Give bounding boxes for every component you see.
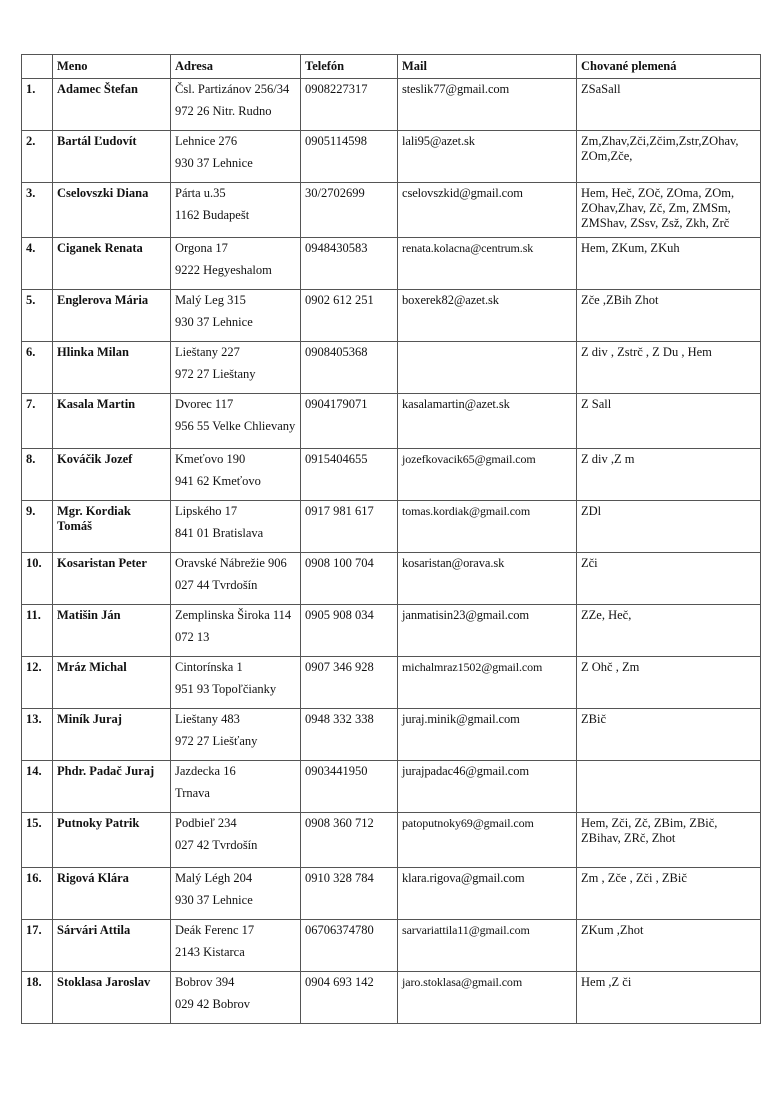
member-name: Miník Juraj (53, 709, 171, 761)
row-number: 8. (22, 449, 53, 501)
member-name: Rigová Klára (53, 868, 171, 920)
member-name: Englerova Mária (53, 290, 171, 342)
member-email: sarvariattila11@gmail.com (398, 920, 577, 972)
member-address (171, 709, 301, 761)
member-breeds: ZZe, Heč, (577, 605, 761, 657)
member-address (171, 342, 301, 394)
member-name: Adamec Štefan (53, 79, 171, 131)
header-row (22, 55, 761, 79)
member-name: Cselovszki Diana (53, 183, 171, 238)
member-phone: 0904 693 142 (301, 972, 398, 1024)
member-address (171, 813, 301, 868)
member-phone: 0905 908 034 (301, 605, 398, 657)
member-email: renata.kolacna@centrum.sk (398, 238, 577, 290)
member-email (398, 342, 577, 394)
member-email: juraj.minik@gmail.com (398, 709, 577, 761)
address-street: Lipského 17 (175, 504, 238, 518)
address-city: 930 37 Lehnice (175, 893, 253, 907)
member-breeds: Zm,Zhav,Zči,Zčim,Zstr,ZOhav, ZOm,Zče, (577, 131, 761, 183)
member-phone: 0910 328 784 (301, 868, 398, 920)
member-phone: 0915404655 (301, 449, 398, 501)
member-address (171, 79, 301, 131)
row-number: 5. (22, 290, 53, 342)
member-email: tomas.kordiak@gmail.com (398, 501, 577, 553)
member-name: Stoklasa Jaroslav (53, 972, 171, 1024)
member-address (171, 131, 301, 183)
member-phone: 0907 346 928 (301, 657, 398, 709)
header-mail: Mail (398, 55, 577, 79)
member-name: Hlinka Milan (53, 342, 171, 394)
member-email: kosaristan@orava.sk (398, 553, 577, 605)
member-name: Phdr. Padač Juraj (53, 761, 171, 813)
table-row (22, 868, 761, 920)
member-breeds (577, 761, 761, 813)
member-breeds: Hem, Heč, ZOč, ZOma, ZOm, ZOhav,Zhav, Zč, Zm, ZMSm, ZMShav, ZSsv, Zsž, Zkh, Zrč (577, 183, 761, 238)
member-address (171, 605, 301, 657)
header-address: Adresa (171, 55, 301, 79)
member-phone: 0908 360 712 (301, 813, 398, 868)
member-email: patoputnoky69@gmail.com (398, 813, 577, 868)
member-name: Mráz Michal (53, 657, 171, 709)
member-name: Ciganek Renata (53, 238, 171, 290)
table-row (22, 342, 761, 394)
address-city: 930 37 Lehnice (175, 315, 253, 329)
member-phone: 0904179071 (301, 394, 398, 449)
table-row (22, 920, 761, 972)
row-number: 17. (22, 920, 53, 972)
member-breeds: ZKum ,Zhot (577, 920, 761, 972)
address-street: Čsl. Partizánov 256/34 (175, 82, 290, 96)
row-number: 9. (22, 501, 53, 553)
table-body (22, 79, 761, 1024)
table-row (22, 605, 761, 657)
address-street: Dvorec 117 (175, 397, 234, 411)
address-street: Bobrov 394 (175, 975, 235, 989)
address-city: 972 27 Lieštany (175, 367, 256, 381)
member-address (171, 394, 301, 449)
address-city: 027 44 Tvrdošín (175, 578, 258, 592)
address-street: Malý Leg 315 (175, 293, 246, 307)
member-email: steslik77@gmail.com (398, 79, 577, 131)
member-phone: 0948 332 338 (301, 709, 398, 761)
row-number: 13. (22, 709, 53, 761)
header-number (22, 55, 53, 79)
member-address (171, 238, 301, 290)
member-name: Bartál Ľudovít (53, 131, 171, 183)
row-number: 16. (22, 868, 53, 920)
address-city: 956 55 Velke Chlievany (175, 419, 296, 433)
member-breeds: ZDl (577, 501, 761, 553)
row-number: 4. (22, 238, 53, 290)
header-breeds: Chované plemená (577, 55, 761, 79)
table-row (22, 79, 761, 131)
address-street: Zemplinska Široka 114 (175, 608, 292, 622)
member-address (171, 501, 301, 553)
member-breeds: Zči (577, 553, 761, 605)
member-address (171, 553, 301, 605)
table-row (22, 813, 761, 868)
table-row (22, 183, 761, 238)
member-breeds: Hem ,Z či (577, 972, 761, 1024)
table-row (22, 657, 761, 709)
address-street: Lieštany 483 (175, 712, 240, 726)
member-address (171, 183, 301, 238)
member-phone: 0905114598 (301, 131, 398, 183)
member-breeds: Hem, Zči, Zč, ZBim, ZBič, ZBihav, ZRč, Zhot (577, 813, 761, 868)
member-breeds: Z Ohč , Zm (577, 657, 761, 709)
member-phone: 0908 100 704 (301, 553, 398, 605)
member-name: Sárvári Attila (53, 920, 171, 972)
address-city: 972 27 Liešťany (175, 734, 258, 748)
member-email: lali95@azet.sk (398, 131, 577, 183)
member-address (171, 920, 301, 972)
address-city: 841 01 Bratislava (175, 526, 264, 540)
address-city: 951 93 Topoľčianky (175, 682, 277, 696)
member-name: Kováčik Jozef (53, 449, 171, 501)
member-phone: 0908405368 (301, 342, 398, 394)
address-city: 1162 Budapešt (175, 208, 250, 222)
member-email: cselovszkid@gmail.com (398, 183, 577, 238)
member-name: Mgr. Kordiak Tomáš (53, 501, 171, 553)
member-email: boxerek82@azet.sk (398, 290, 577, 342)
member-address (171, 868, 301, 920)
table-row (22, 449, 761, 501)
address-street: Podbieľ 234 (175, 816, 237, 830)
row-number: 15. (22, 813, 53, 868)
member-breeds: Z div , Zstrč , Z Du , Hem (577, 342, 761, 394)
member-address (171, 657, 301, 709)
member-breeds: Zm , Zče , Zči , ZBič (577, 868, 761, 920)
address-city: 027 42 Tvrdošín (175, 838, 258, 852)
member-address (171, 761, 301, 813)
table-row (22, 709, 761, 761)
address-city: 029 42 Bobrov (175, 997, 250, 1011)
address-street: Cintorínska 1 (175, 660, 243, 674)
row-number: 1. (22, 79, 53, 131)
member-address (171, 290, 301, 342)
row-number: 7. (22, 394, 53, 449)
member-email: jozefkovacik65@gmail.com (398, 449, 577, 501)
address-city: 941 62 Kmeťovo (175, 474, 261, 488)
member-phone: 0948430583 (301, 238, 398, 290)
member-email: michalmraz1502@gmail.com (398, 657, 577, 709)
address-city: 972 26 Nitr. Rudno (175, 104, 272, 118)
member-phone: 0903441950 (301, 761, 398, 813)
table-row (22, 290, 761, 342)
member-breeds: Zče ,ZBih Zhot (577, 290, 761, 342)
table-row (22, 972, 761, 1024)
member-breeds: Hem, ZKum, ZKuh (577, 238, 761, 290)
member-email: klara.rigova@gmail.com (398, 868, 577, 920)
member-email: kasalamartin@azet.sk (398, 394, 577, 449)
address-city: 930 37 Lehnice (175, 156, 253, 170)
address-city: 072 13 (175, 630, 210, 644)
table-row (22, 501, 761, 553)
row-number: 11. (22, 605, 53, 657)
member-email: jaro.stoklasa@gmail.com (398, 972, 577, 1024)
member-name: Putnoky Patrik (53, 813, 171, 868)
table-row (22, 238, 761, 290)
member-breeds: ZSaSall (577, 79, 761, 131)
member-email: janmatisin23@gmail.com (398, 605, 577, 657)
table-row (22, 553, 761, 605)
member-breeds: ZBič (577, 709, 761, 761)
member-name: Matišin Ján (53, 605, 171, 657)
address-street: Párta u.35 (175, 186, 226, 200)
member-phone: 0902 612 251 (301, 290, 398, 342)
member-phone: 30/2702699 (301, 183, 398, 238)
address-street: Deák Ferenc 17 (175, 923, 255, 937)
address-street: Kmeťovo 190 (175, 452, 246, 466)
address-city: Trnava (175, 786, 210, 800)
member-breeds: Z div ,Z m (577, 449, 761, 501)
breeders-table (21, 54, 761, 1024)
address-street: Jazdecka 16 (175, 764, 236, 778)
address-city: 9222 Hegyeshalom (175, 263, 272, 277)
member-address (171, 449, 301, 501)
row-number: 6. (22, 342, 53, 394)
member-email: jurajpadac46@gmail.com (398, 761, 577, 813)
member-name: Kosaristan Peter (53, 553, 171, 605)
member-phone: 0908227317 (301, 79, 398, 131)
member-name: Kasala Martin (53, 394, 171, 449)
address-street: Orgona 17 (175, 241, 228, 255)
row-number: 3. (22, 183, 53, 238)
address-street: Oravské Nábrežie 906 (175, 556, 287, 570)
row-number: 12. (22, 657, 53, 709)
member-breeds: Z Sall (577, 394, 761, 449)
address-street: Malý Légh 204 (175, 871, 253, 885)
header-name: Meno (53, 55, 171, 79)
address-city: 2143 Kistarca (175, 945, 245, 959)
row-number: 2. (22, 131, 53, 183)
member-address (171, 972, 301, 1024)
table-row (22, 131, 761, 183)
row-number: 10. (22, 553, 53, 605)
table-row (22, 394, 761, 449)
row-number: 14. (22, 761, 53, 813)
header-phone: Telefón (301, 55, 398, 79)
member-phone: 0917 981 617 (301, 501, 398, 553)
table-row (22, 761, 761, 813)
member-phone: 06706374780 (301, 920, 398, 972)
row-number: 18. (22, 972, 53, 1024)
address-street: Lehnice 276 (175, 134, 238, 148)
address-street: Lieštany 227 (175, 345, 240, 359)
